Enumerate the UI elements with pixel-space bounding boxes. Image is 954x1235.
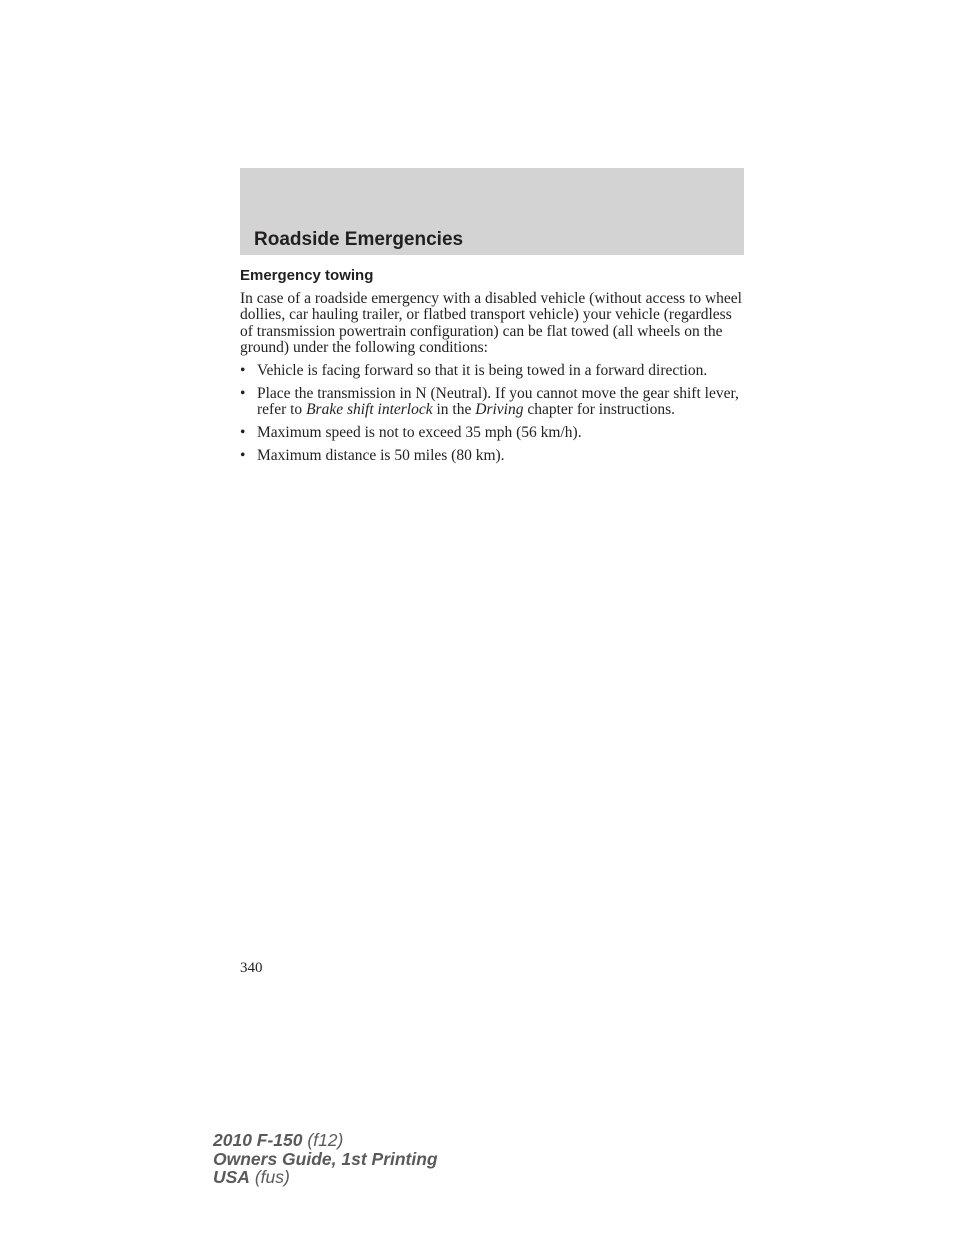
list-item <box>240 363 744 379</box>
list-item <box>240 386 744 419</box>
list-item-text: Vehicle is facing forward so that it is being towed in a forward direction. <box>257 361 708 379</box>
chapter-title: Roadside Emergencies <box>254 229 464 250</box>
footer-model-code: (f12) <box>302 1130 344 1150</box>
footer-line-market <box>213 1168 438 1187</box>
footer-model: 2010 F-150 <box>213 1130 303 1150</box>
cross-reference-brake-shift-interlock: Brake shift interlock <box>306 400 433 418</box>
footer-market: USA <box>213 1167 250 1187</box>
footer-market-code: (fus) <box>249 1167 290 1187</box>
bullet-icon: • <box>240 446 246 464</box>
bullet-icon: • <box>240 361 246 379</box>
chapter-header-band <box>240 168 744 255</box>
intro-paragraph: In case of a roadside emergency with a disabled vehicle (without access to wheel dollies, car hauling trailer, or flatbed transport vehicle) your vehicle (regardless of transmission powertrain configuration) can be flat towed (all wheels on the ground) under the following conditions: <box>240 290 742 357</box>
bullet-icon: • <box>240 423 246 441</box>
list-item-text-part: Place the transmission in N (Neutral). If you cannot move the gear shift lever, refer to <box>257 384 739 418</box>
conditions-list <box>240 363 744 465</box>
list-item-text: Maximum speed is not to exceed 35 mph (56 km/h). <box>257 423 582 441</box>
list-item-text <box>257 385 739 418</box>
body-text <box>240 291 744 471</box>
list-item-text: Maximum distance is 50 miles (80 km). <box>257 446 505 464</box>
list-item-text-part: chapter for instructions. <box>523 400 675 418</box>
list-item-text-part: in the <box>432 400 476 418</box>
section-heading: Emergency towing <box>240 267 374 284</box>
list-item <box>240 448 744 464</box>
print-footer <box>213 1131 438 1187</box>
footer-line-edition: Owners Guide, 1st Printing <box>213 1148 438 1169</box>
cross-reference-driving: Driving <box>475 400 524 418</box>
bullet-icon: • <box>240 384 246 402</box>
footer-line-model <box>213 1131 438 1150</box>
list-item <box>240 425 744 441</box>
page-number: 340 <box>240 960 263 976</box>
